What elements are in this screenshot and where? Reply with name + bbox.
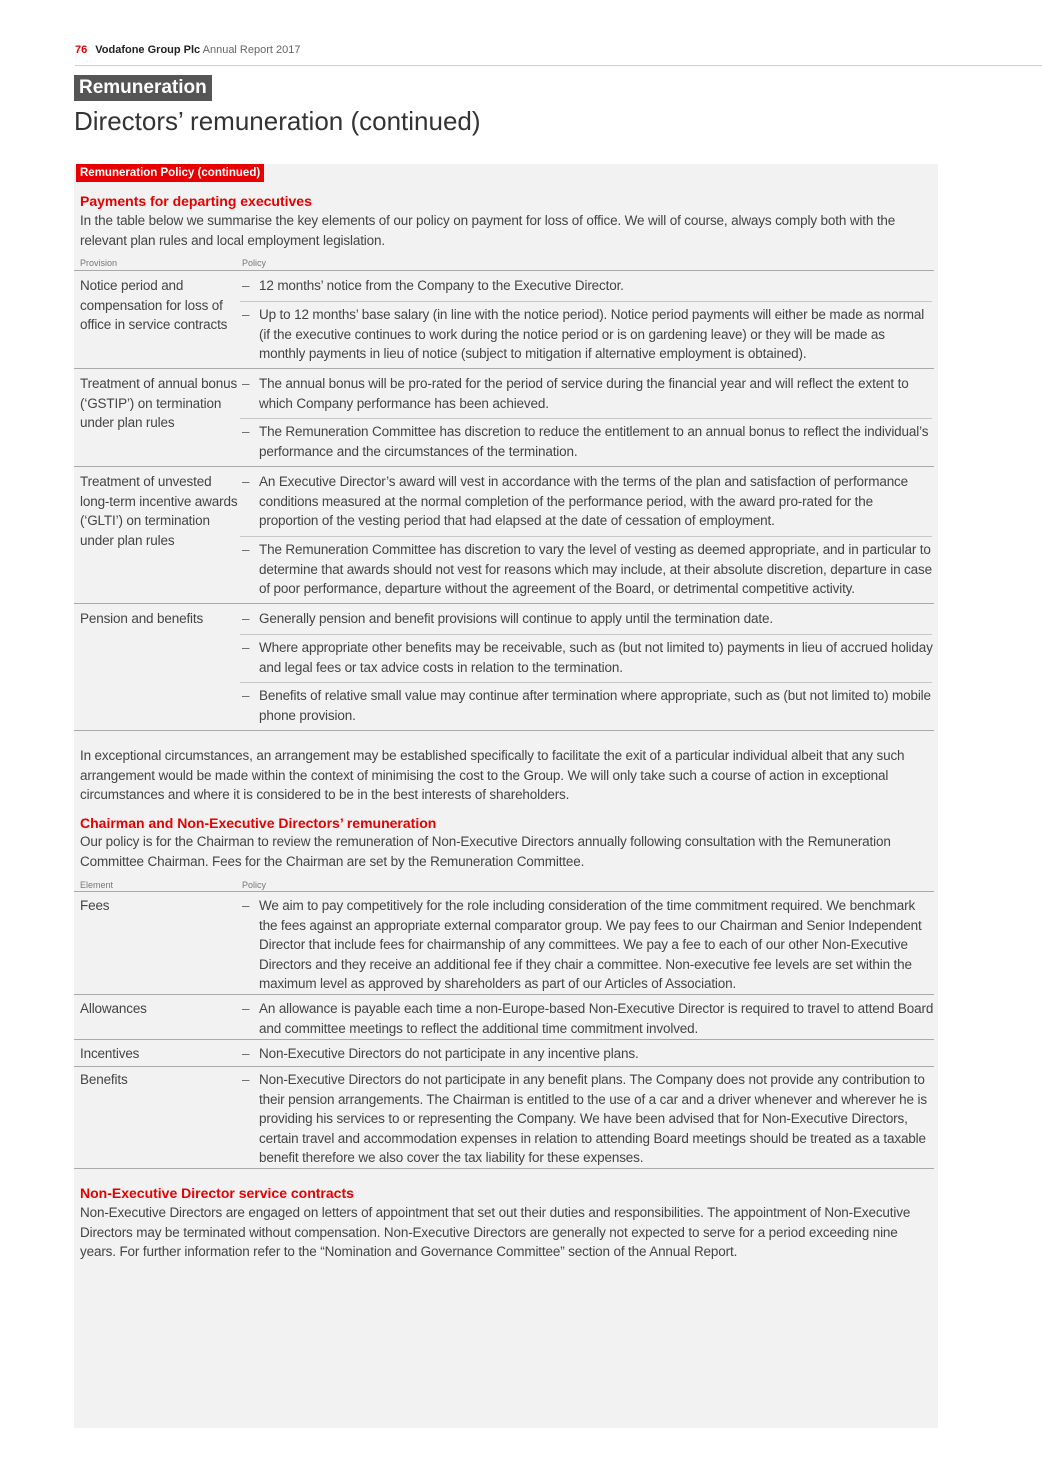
exceptional-paragraph: In exceptional circumstances, an arrangement may be established specifically to facilitate the exit of a particular individual albeit that any such arrangement would be made within the context of minimising the cost to the Group. We will only take such a course of action in exceptional circumstances and where it is considered to be in the best interests of shareholders.	[80, 748, 905, 802]
dash-bullet: –	[242, 474, 250, 489]
dash-bullet: –	[242, 278, 250, 293]
company-name: Vodafone Group Plc	[95, 44, 201, 56]
chairman-intro: Our policy is for the Chairman to review the remuneration of Non-Executive Directors annually following consultation with the Remuneration Committee Chairman. Fees for the Chairman are set by the Remuneration Committee.	[80, 834, 891, 869]
policy-item-text: Benefits of relative small value may continue after termination where appropriate, such as (but not limited to) mobile phone provision.	[259, 688, 931, 723]
panel-tag: Remuneration Policy (continued)	[76, 164, 264, 182]
provision-notice-period: Notice period and compensation for loss of office in service contracts	[80, 278, 228, 332]
dash-bullet: –	[242, 611, 250, 626]
item-rule	[240, 682, 932, 683]
item-rule	[240, 536, 932, 537]
dash-bullet: –	[242, 307, 250, 322]
policy-item	[242, 638, 934, 678]
policy-item-text: The annual bonus will be pro-rated for the period of service during the financial year and will reflect the extent to which Company performance has been achieved.	[259, 376, 909, 411]
dash-bullet: –	[242, 1072, 250, 1087]
table-header-rule	[74, 270, 934, 271]
ned-contracts-heading: Non-Executive Director service contracts	[80, 1185, 354, 1201]
item-rule	[240, 418, 932, 419]
policy-item	[242, 276, 934, 296]
policy-panel	[74, 164, 938, 1428]
policy-item-text: We aim to pay competitively for the role including consideration of the time commitment required. We benchmark the fees against an appropriate external comparator group. We pay fees to our Chairman and Senior Independent Director that include fees for chairmanship of any committees. We pay a fee to each of our other Non-Executive Directors and they receive an additional fee if they chair a committee. Non-executive fee levels are set within the maximum level as approved by shareholders as part of our Articles of Association.	[259, 898, 922, 991]
dash-bullet: –	[242, 376, 250, 391]
policy-item	[242, 1044, 934, 1064]
ned-contracts-text: Non-Executive Directors are engaged on letters of appointment that set out their duties and responsibilities. The appointment of Non-Executive Directors may be terminated without compensation. Non-Executive Directors are generally not expected to serve for a period exceeding nine years. For further information refer to the “Nomination and Governance Committee” section of the Annual Report.	[80, 1205, 911, 1259]
col-element-header: Element	[80, 880, 114, 890]
policy-item-text: An allowance is payable each time a non-Europe-based Non-Executive Director is required to travel to attend Board and committee meetings to reflect the additional time commitment involved.	[259, 1001, 934, 1036]
row-rule	[74, 368, 934, 369]
policy-item-text: An Executive Director’s award will vest in accordance with the terms of the plan and satisfaction of performance conditions measured at the normal completion of the performance period, with the award pro-rated for the proportion of the vesting period that had elapsed at the date of cessation of employment.	[259, 474, 909, 528]
policy-item-text: 12 months’ notice from the Company to the Executive Director.	[259, 278, 624, 293]
row-rule	[74, 603, 934, 604]
policy-item	[242, 686, 934, 726]
col-policy-header: Policy	[242, 258, 267, 268]
element-incentives: Incentives	[80, 1046, 140, 1061]
departing-heading: Payments for departing executives	[80, 193, 312, 209]
dash-bullet: –	[242, 542, 250, 557]
element-allowances: Allowances	[80, 1001, 147, 1016]
policy-item	[242, 1070, 934, 1168]
table-header-rule	[74, 891, 934, 892]
policy-item	[242, 540, 934, 600]
policy-item-text: Non-Executive Directors do not participate in any incentive plans.	[259, 1046, 639, 1061]
row-rule	[74, 1039, 934, 1040]
report-name: Annual Report 2017	[202, 44, 301, 56]
provision-annual-bonus: Treatment of annual bonus (‘GSTIP’) on termination under plan rules	[80, 376, 238, 430]
dash-bullet: –	[242, 898, 250, 913]
element-fees: Fees	[80, 898, 110, 913]
row-rule	[74, 730, 934, 731]
row-rule	[74, 1066, 934, 1067]
policy-item	[242, 374, 934, 414]
dash-bullet: –	[242, 424, 250, 439]
page-title: Directors’ remuneration (continued)	[74, 106, 481, 136]
policy-item-text: Generally pension and benefit provisions will continue to apply until the termination date.	[259, 611, 773, 626]
policy-item	[242, 609, 934, 629]
page-header	[75, 44, 1042, 66]
row-rule	[74, 466, 934, 467]
dash-bullet: –	[242, 1001, 250, 1016]
policy-item	[242, 472, 934, 532]
chairman-heading: Chairman and Non-Executive Directors’ remuneration	[80, 815, 437, 831]
policy-item-text: Up to 12 months’ base salary (in line with the notice period). Notice period payments will either be made as normal (if the executive continues to work during the notice period or is on gardening leave) or they will be made as monthly payments in lieu of notice (subject to mitigation if alternative employment is obtained).	[259, 307, 925, 361]
row-rule	[74, 994, 934, 995]
policy-item-text: The Remuneration Committee has discretion to reduce the entitlement to an annual bonus to reflect the individual’s performance and the circumstances of the termination.	[259, 424, 929, 459]
dash-bullet: –	[242, 640, 250, 655]
provision-pension: Pension and benefits	[80, 611, 204, 626]
provision-ltip: Treatment of unvested long-term incentive awards (‘GLTI’) on termination under plan rules	[80, 474, 238, 548]
section-label: Remuneration	[74, 75, 212, 101]
dash-bullet: –	[242, 688, 250, 703]
policy-item-text: Non-Executive Directors do not participate in any benefit plans. The Company does not provide any contribution to their pension arrangements. The Chairman is entitled to the use of a car and a driver whenever and wherever he is providing his services to or representing the Company. We have been advised that for Non-Executive Directors, certain travel and accommodation expenses in relation to attending Board meetings should be treated as a taxable benefit therefore we also cover the tax liability for these expenses.	[259, 1072, 927, 1165]
policy-item	[242, 305, 934, 365]
departing-intro: In the table below we summarise the key elements of our policy on payment for loss of office. We will of course, always comply both with the relevant plan rules and local employment legislation.	[80, 213, 896, 248]
policy-item	[242, 422, 934, 462]
policy-item-text: The Remuneration Committee has discretion to vary the level of vesting as deemed appropriate, and in particular to determine that awards should not vest for reasons which may include, at their absolute discretion, departure in case of poor performance, departure without the agreement of the Board, or detrimental competitive activity.	[259, 542, 932, 596]
item-rule	[240, 634, 932, 635]
element-benefits: Benefits	[80, 1072, 128, 1087]
page-number: 76	[75, 44, 88, 56]
policy-item-text: Where appropriate other benefits may be receivable, such as (but not limited to) payments in lieu of accrued holiday and legal fees or tax advice costs in relation to the termination.	[259, 640, 933, 675]
dash-bullet: –	[242, 1046, 250, 1061]
item-rule	[240, 301, 932, 302]
policy-item	[242, 896, 934, 994]
col-policy-header-2: Policy	[242, 880, 267, 890]
col-provision-header: Provision	[80, 258, 118, 268]
policy-item	[242, 999, 934, 1039]
row-rule	[74, 1168, 934, 1169]
